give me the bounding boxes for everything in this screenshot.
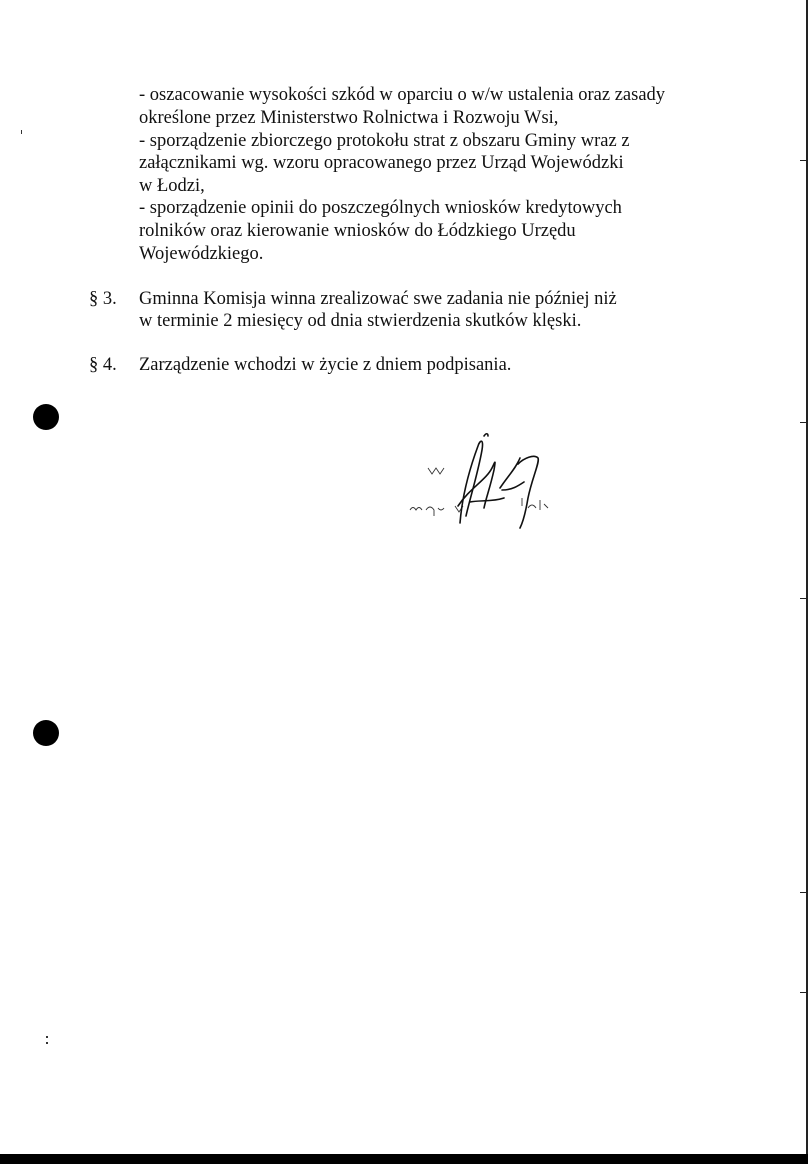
list-line-6: - sporządzenie opinii do poszczególnych wniosków kredytowych (139, 198, 622, 218)
section-3-line-2: w terminie 2 miesięcy od dnia stwierdzenia skutków klęski. (139, 311, 582, 331)
list-line-7: rolników oraz kierowanie wniosków do Łódzkiego Urzędu (139, 221, 576, 241)
list-line-8: Wojewódzkiego. (139, 244, 264, 264)
scan-tick (800, 160, 808, 161)
list-line-1: - oszacowanie wysokości szkód w oparciu o w/w ustalenia oraz zasady (139, 85, 666, 105)
section-3-line-1: Gminna Komisja winna zrealizować swe zadania nie później niż (139, 289, 617, 309)
scan-tick (800, 422, 808, 423)
handwritten-signature (400, 428, 570, 533)
scan-speck (21, 130, 22, 134)
scan-speck (46, 1042, 48, 1044)
scan-tick (800, 992, 808, 993)
scan-tick (800, 598, 808, 599)
list-line-3: - sporządzenie zbiorczego protokołu strat z obszaru Gminy wraz z (139, 131, 630, 151)
section-4-number: § 4. (89, 355, 117, 375)
punch-hole-bottom (33, 720, 59, 746)
list-line-5: w Łodzi, (139, 176, 205, 196)
scan-tick (800, 892, 808, 893)
list-line-4: załącznikami wg. wzoru opracowanego przez Urząd Wojewódzki (139, 153, 624, 173)
scan-edge-bottom (0, 1154, 808, 1164)
list-line-2: określone przez Ministerstwo Rolnictwa i Rozwoju Wsi, (139, 108, 559, 128)
scan-speck (46, 1036, 48, 1038)
section-4-line-1: Zarządzenie wchodzi w życie z dniem podpisania. (139, 355, 512, 375)
punch-hole-top (33, 404, 59, 430)
section-3-number: § 3. (89, 289, 117, 309)
